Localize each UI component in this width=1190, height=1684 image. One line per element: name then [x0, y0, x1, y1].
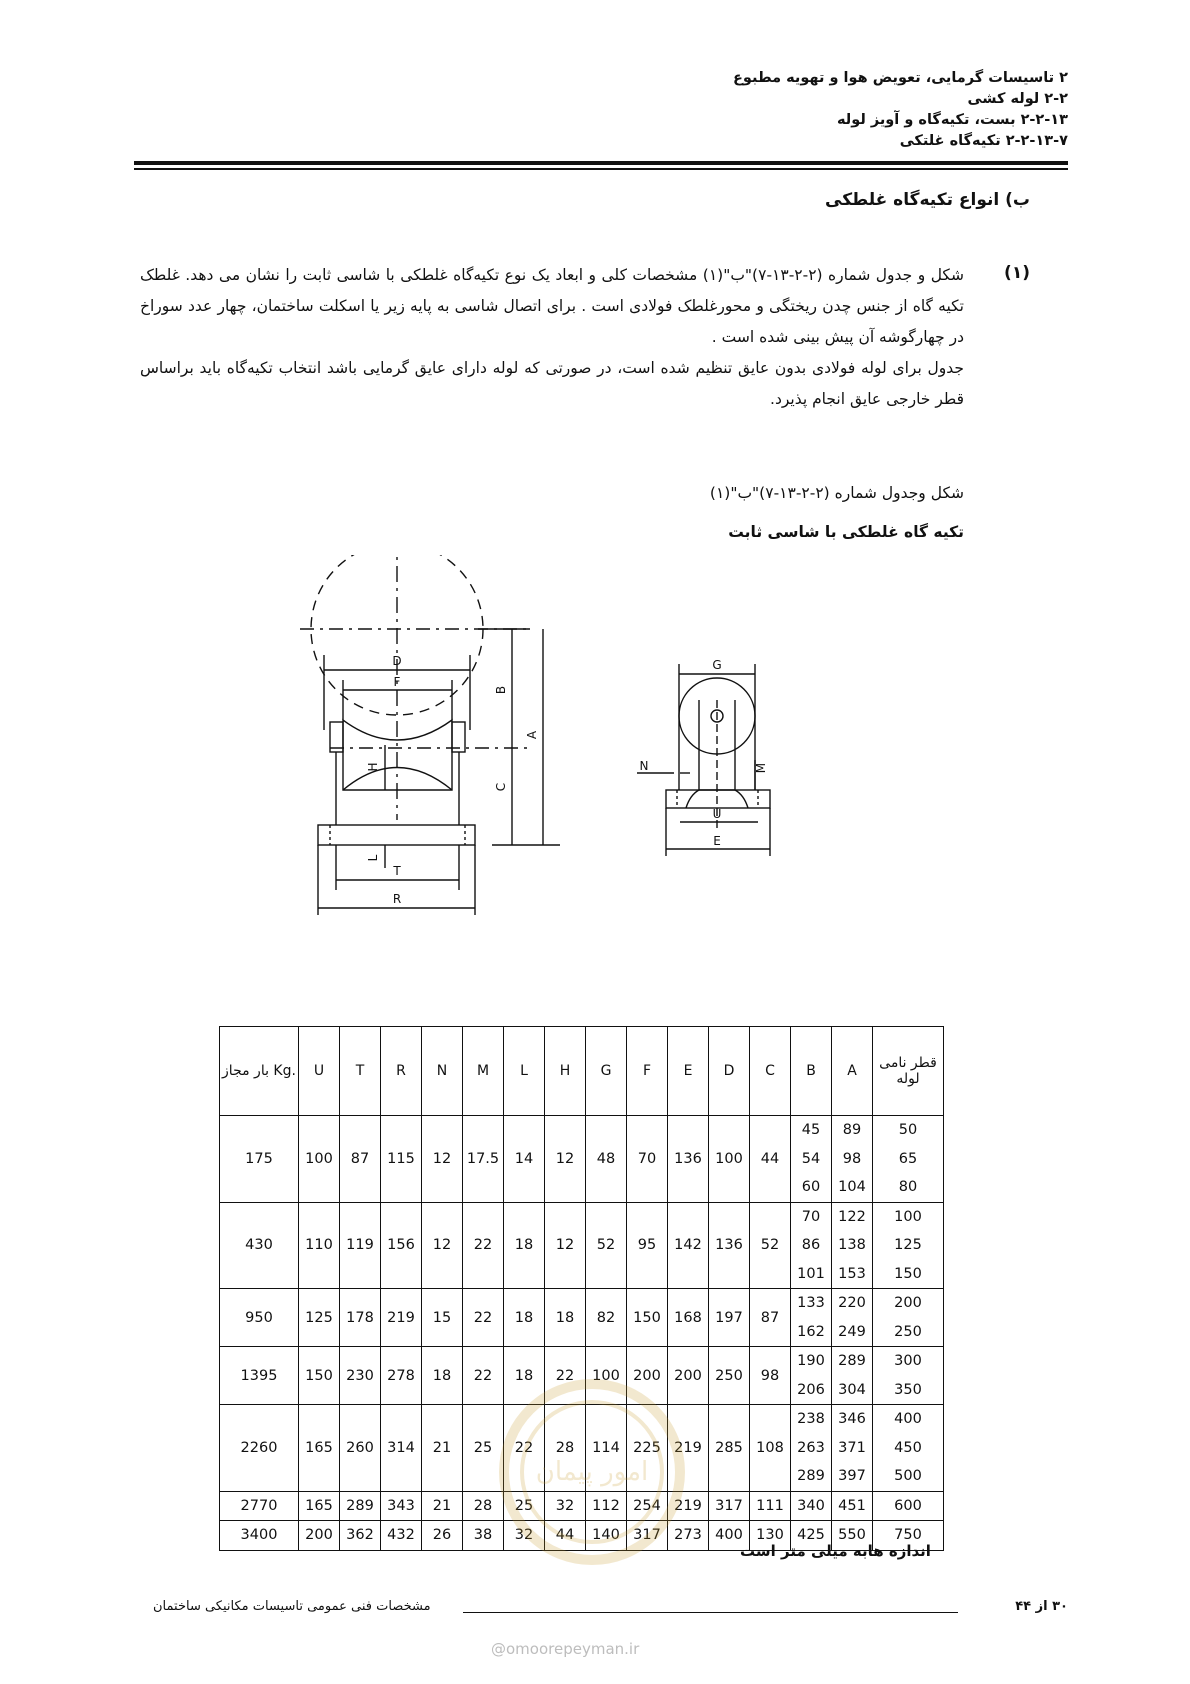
cell-value: 54 [801, 1150, 821, 1167]
cell-value: 550 [838, 1527, 866, 1543]
dim-label-n: N [639, 759, 649, 773]
cell-load: 175 [220, 1116, 299, 1203]
cell-value: 65 [898, 1150, 918, 1167]
header-line-1: ۲ تاسیسات گرمایی، تعویض هوا و تهویه مطبوع [733, 70, 1068, 86]
cell-g: 100 [586, 1347, 627, 1405]
cell-h: 12 [545, 1116, 586, 1203]
cell-u: 150 [299, 1347, 340, 1405]
cell-n: 21 [422, 1405, 463, 1492]
units-note: اندازه هابه میلی متر است [740, 1542, 931, 1560]
cell-f: 254 [627, 1491, 668, 1521]
cell-value: 206 [797, 1381, 825, 1398]
cell-load: 430 [220, 1202, 299, 1289]
cell-value: 250 [894, 1323, 922, 1340]
dim-label-c: C [494, 782, 508, 792]
cell-c: 111 [750, 1491, 791, 1521]
cell-d: 285 [709, 1405, 750, 1492]
cell-value: 238 [797, 1411, 825, 1427]
cell-u: 100 [299, 1116, 340, 1203]
cell-e: 273 [668, 1521, 709, 1551]
footer-title: مشخصات فنی عمومی تاسیسات مکانیکی ساختمان [153, 1599, 431, 1614]
cell-value: 300 [894, 1353, 922, 1369]
col-b: B [791, 1027, 832, 1116]
cell-n: 26 [422, 1521, 463, 1551]
cell-a [832, 1289, 873, 1347]
paragraph-body [140, 260, 964, 415]
cell-r: 156 [381, 1202, 422, 1289]
cell-h: 32 [545, 1491, 586, 1521]
cell-l: 18 [504, 1289, 545, 1347]
dim-label-l: L [366, 854, 380, 862]
cell-b [791, 1405, 832, 1492]
cell-size [873, 1491, 944, 1521]
cell-size [873, 1347, 944, 1405]
cell-u: 110 [299, 1202, 340, 1289]
cell-c: 44 [750, 1116, 791, 1203]
cell-e: 142 [668, 1202, 709, 1289]
cell-value: 200 [894, 1295, 922, 1311]
cell-l: 32 [504, 1521, 545, 1551]
dim-label-f: F [393, 675, 401, 689]
cell-value: 150 [894, 1265, 922, 1282]
header-line-2: ۲-۲ لوله کشی [967, 91, 1068, 107]
cell-value: 50 [898, 1122, 918, 1138]
dim-label-g: G [712, 658, 722, 672]
cell-load: 1395 [220, 1347, 299, 1405]
watermark-seal-text: امور پیمان [535, 1457, 649, 1487]
dim-label-b: B [494, 685, 508, 695]
dim-label-r: R [392, 892, 402, 906]
cell-a [832, 1405, 873, 1492]
cell-b [791, 1202, 832, 1289]
cell-b [791, 1116, 832, 1203]
header-line-4: ۲-۲-۱۳-۷ تکیه‌گاه غلتکی [899, 133, 1068, 149]
cell-c: 87 [750, 1289, 791, 1347]
footer-page-number: ۳۰ از ۴۴ [1015, 1599, 1068, 1614]
cell-value: 425 [797, 1527, 825, 1543]
col-d: D [709, 1027, 750, 1116]
col-load: بار مجاز Kg. [220, 1027, 299, 1116]
header-rule-thick [134, 161, 1068, 165]
paragraph-number: (۱) [1004, 263, 1030, 283]
cell-value: 750 [894, 1527, 922, 1543]
cell-m: 38 [463, 1521, 504, 1551]
cell-c: 52 [750, 1202, 791, 1289]
header-line-3: ۲-۲-۱۳ بست، تکیه‌گاه و آویز لوله [837, 112, 1068, 128]
cell-t: 260 [340, 1405, 381, 1492]
cell-h: 22 [545, 1347, 586, 1405]
cell-value: 98 [842, 1150, 862, 1167]
col-a: A [832, 1027, 873, 1116]
cell-l: 25 [504, 1491, 545, 1521]
cell-value: 346 [838, 1411, 866, 1427]
col-r: R [381, 1027, 422, 1116]
cell-value: 289 [797, 1468, 825, 1484]
cell-load: 2260 [220, 1405, 299, 1492]
col-t: T [340, 1027, 381, 1116]
cell-n: 21 [422, 1491, 463, 1521]
cell-a [832, 1116, 873, 1203]
dim-label-t: T [393, 864, 401, 878]
cell-n: 18 [422, 1347, 463, 1405]
cell-d: 136 [709, 1202, 750, 1289]
table-row [220, 1289, 944, 1347]
cell-f: 317 [627, 1521, 668, 1551]
cell-l: 18 [504, 1202, 545, 1289]
dim-label-h: H [366, 762, 380, 772]
table-header-row [220, 1027, 944, 1116]
cell-g: 82 [586, 1289, 627, 1347]
cell-b [791, 1491, 832, 1521]
cell-a [832, 1202, 873, 1289]
paragraph-1: شکل و جدول شماره (۲-۲-۱۳-۷)"ب"(۱) مشخصات کلی و ابعاد یک نوع تکیه‌گاه غلطکی با شاسی ثابت را نشان می دهد. غلطک تکیه گاه از جنس چدن ریختگی و محورغلطک فولادی است . برای اتصال شاسی به پایه زیر یا اسکلت ساختمان، چهار عدد سوراخ در چهارگوشه آن پیش بینی شده است . [140, 266, 964, 346]
cell-e: 136 [668, 1116, 709, 1203]
table-row [220, 1116, 944, 1203]
figure-caption: شکل وجدول شماره (۲-۲-۱۳-۷)"ب"(۱) [709, 484, 964, 502]
cell-d: 197 [709, 1289, 750, 1347]
cell-t: 178 [340, 1289, 381, 1347]
cell-r: 432 [381, 1521, 422, 1551]
dim-label-a: A [525, 730, 539, 740]
cell-r: 343 [381, 1491, 422, 1521]
cell-r: 219 [381, 1289, 422, 1347]
cell-f: 200 [627, 1347, 668, 1405]
cell-value: 220 [838, 1295, 866, 1311]
cell-value: 249 [838, 1323, 866, 1340]
cell-m: 22 [463, 1347, 504, 1405]
header-rule-thin [134, 168, 1068, 170]
cell-h: 44 [545, 1521, 586, 1551]
cell-a [832, 1491, 873, 1521]
col-c: C [750, 1027, 791, 1116]
cell-m: 22 [463, 1289, 504, 1347]
section-title: ب) انواع تکیه‌گاه غلطکی [825, 190, 1030, 210]
cell-load: 3400 [220, 1521, 299, 1551]
cell-n: 12 [422, 1116, 463, 1203]
cell-m: 17.5 [463, 1116, 504, 1203]
cell-h: 18 [545, 1289, 586, 1347]
cell-value: 125 [894, 1237, 922, 1253]
watermark-site: @omoorepeyman.ir [491, 1640, 640, 1658]
figure-subcaption: تکیه گاه غلطکی با شاسی ثابت [728, 523, 964, 541]
cell-r: 278 [381, 1347, 422, 1405]
cell-value: 70 [801, 1208, 821, 1225]
col-g: G [586, 1027, 627, 1116]
cell-d: 100 [709, 1116, 750, 1203]
cell-l: 14 [504, 1116, 545, 1203]
col-f: F [627, 1027, 668, 1116]
cell-value: 101 [797, 1265, 825, 1282]
cell-t: 362 [340, 1521, 381, 1551]
cell-m: 22 [463, 1202, 504, 1289]
cell-u: 200 [299, 1521, 340, 1551]
cell-u: 165 [299, 1491, 340, 1521]
col-size: قطر نامی لوله [873, 1027, 944, 1116]
cell-size [873, 1405, 944, 1492]
cell-t: 289 [340, 1491, 381, 1521]
cell-d: 317 [709, 1491, 750, 1521]
col-u: U [299, 1027, 340, 1116]
col-m: M [463, 1027, 504, 1116]
cell-u: 165 [299, 1405, 340, 1492]
table-row [220, 1202, 944, 1289]
cell-size [873, 1116, 944, 1203]
cell-e: 168 [668, 1289, 709, 1347]
cell-value: 153 [838, 1265, 866, 1282]
cell-f: 225 [627, 1405, 668, 1492]
cell-g: 112 [586, 1491, 627, 1521]
cell-a [832, 1347, 873, 1405]
cell-m: 25 [463, 1405, 504, 1492]
page-header [733, 68, 1068, 152]
cell-h: 12 [545, 1202, 586, 1289]
cell-c: 98 [750, 1347, 791, 1405]
cell-value: 500 [894, 1468, 922, 1484]
cell-n: 12 [422, 1202, 463, 1289]
cell-c: 130 [750, 1521, 791, 1551]
cell-e: 219 [668, 1491, 709, 1521]
cell-value: 289 [838, 1353, 866, 1369]
cell-r: 115 [381, 1116, 422, 1203]
cell-g: 114 [586, 1405, 627, 1492]
col-h: H [545, 1027, 586, 1116]
cell-value: 80 [898, 1179, 918, 1195]
cell-load: 2770 [220, 1491, 299, 1521]
cell-g: 48 [586, 1116, 627, 1203]
watermark-seal [467, 1372, 717, 1572]
roller-support-drawing [290, 555, 850, 935]
dim-label-u: U [712, 807, 722, 821]
cell-t: 87 [340, 1116, 381, 1203]
cell-d: 400 [709, 1521, 750, 1551]
cell-value: 89 [842, 1122, 862, 1138]
col-e: E [668, 1027, 709, 1116]
cell-m: 28 [463, 1491, 504, 1521]
cell-g: 52 [586, 1202, 627, 1289]
cell-t: 230 [340, 1347, 381, 1405]
cell-d: 250 [709, 1347, 750, 1405]
cell-value: 600 [894, 1497, 922, 1514]
cell-g: 140 [586, 1521, 627, 1551]
cell-u: 125 [299, 1289, 340, 1347]
cell-value: 400 [894, 1411, 922, 1427]
cell-value: 162 [797, 1323, 825, 1340]
cell-value: 304 [838, 1381, 866, 1398]
cell-size [873, 1202, 944, 1289]
cell-n: 15 [422, 1289, 463, 1347]
cell-b [791, 1289, 832, 1347]
cell-value: 397 [838, 1468, 866, 1484]
cell-value: 45 [801, 1122, 821, 1138]
cell-value: 122 [838, 1208, 866, 1225]
dim-label-d: D [392, 654, 402, 668]
cell-e: 200 [668, 1347, 709, 1405]
cell-value: 100 [894, 1208, 922, 1225]
cell-f: 95 [627, 1202, 668, 1289]
dim-label-e: E [713, 834, 721, 848]
cell-value: 138 [838, 1237, 866, 1253]
cell-load: 950 [220, 1289, 299, 1347]
cell-value: 104 [838, 1179, 866, 1195]
col-l: L [504, 1027, 545, 1116]
cell-h: 28 [545, 1405, 586, 1492]
cell-t: 119 [340, 1202, 381, 1289]
dim-label-m: M [754, 762, 768, 774]
cell-value: 451 [838, 1497, 866, 1514]
cell-value: 86 [801, 1237, 821, 1253]
cell-value: 190 [797, 1353, 825, 1369]
paragraph-2: جدول برای لوله فولادی بدون عایق تنظیم شده است، در صورتی که لوله دارای عایق گرمایی باشد انتخاب تکیه‌گاه باید براساس قطر خارجی عایق انجام پذیرد. [140, 359, 964, 408]
cell-value: 133 [797, 1295, 825, 1311]
cell-value: 450 [894, 1439, 922, 1456]
cell-e: 219 [668, 1405, 709, 1492]
cell-value: 350 [894, 1381, 922, 1398]
cell-r: 314 [381, 1405, 422, 1492]
cell-f: 150 [627, 1289, 668, 1347]
cell-value: 263 [797, 1439, 825, 1456]
cell-l: 22 [504, 1405, 545, 1492]
cell-b [791, 1347, 832, 1405]
cell-c: 108 [750, 1405, 791, 1492]
cell-l: 18 [504, 1347, 545, 1405]
cell-value: 371 [838, 1439, 866, 1456]
footer-rule [463, 1612, 958, 1613]
col-n: N [422, 1027, 463, 1116]
cell-value: 340 [797, 1497, 825, 1514]
cell-value: 60 [801, 1179, 821, 1195]
cell-f: 70 [627, 1116, 668, 1203]
cell-size [873, 1289, 944, 1347]
